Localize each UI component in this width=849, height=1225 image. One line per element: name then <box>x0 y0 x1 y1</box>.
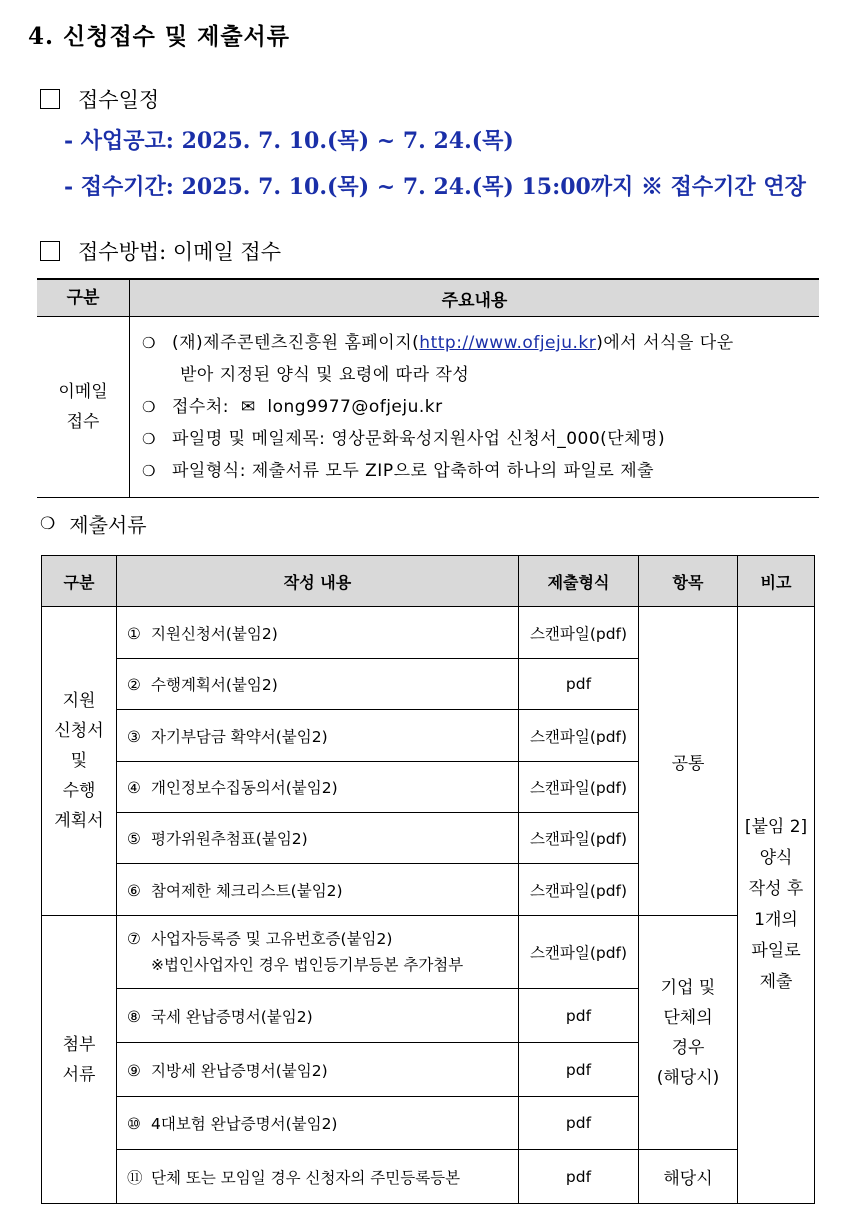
documents-table <box>41 555 815 1204</box>
doc-group-attachments <box>42 916 117 1204</box>
documents-heading <box>40 509 147 538</box>
method-text: )에서 서식을 다운 <box>596 333 734 353</box>
group-line: 수행 <box>62 781 96 801</box>
group-line: 서류 <box>62 1064 96 1085</box>
method-line <box>142 423 807 455</box>
method-line: 받아 지정된 양식 및 요령에 따라 작성 <box>180 365 470 385</box>
doc-text: 4대보험 완납증명서(붙임2) <box>151 1115 338 1133</box>
note-line: 제출 <box>759 972 793 992</box>
doc-format: 스캔파일(pdf) <box>519 916 639 989</box>
doc-num: ⑪ <box>127 1168 143 1187</box>
group-line: 지원 <box>62 691 96 711</box>
doc-format: 스캔파일(pdf) <box>519 864 639 916</box>
method-line <box>142 327 807 359</box>
doc-text: 자기부담금 확약서(붙임2) <box>151 727 328 746</box>
doc-format: pdf <box>519 659 639 710</box>
doc-text: 평가위원추첨표(붙임2) <box>151 830 308 848</box>
circle-bullet-icon: ❍ <box>142 430 156 448</box>
section-title: 4. 신청접수 및 제출서류 <box>28 23 290 50</box>
doc-subtext: ※법인사업자인 경우 법인등기부등본 추가첨부 <box>151 956 464 974</box>
method-line <box>142 455 807 487</box>
group-line: 및 <box>70 751 88 771</box>
category-line: 단체의 <box>663 1007 713 1028</box>
method-category-line: 접수 <box>66 412 100 432</box>
schedule-period: - 접수기간: 2025. 7. 10.(목) ~ 7. 24.(목) 15:00까지 ※ 접수기간 연장 <box>64 174 806 200</box>
doc-num: ⑤ <box>127 830 141 848</box>
doc-text: 단체 또는 모임일 경우 신청자의 주민등록등본 <box>151 1168 461 1187</box>
category-line: 기업 및 <box>660 977 716 998</box>
doc-format: 스캔파일(pdf) <box>519 762 639 813</box>
envelope-icon: ✉ <box>240 397 256 417</box>
doc-format: 스캔파일(pdf) <box>519 607 639 659</box>
method-header-category: 구분 <box>37 279 130 317</box>
homepage-link[interactable]: http://www.ofjeju.kr <box>419 333 597 353</box>
group-line: 계획서 <box>54 811 104 831</box>
doc-format: 스캔파일(pdf) <box>519 710 639 762</box>
doc-item <box>117 916 519 989</box>
note-line: 양식 <box>759 848 793 868</box>
doc-item <box>117 989 519 1043</box>
doc-format: pdf <box>519 1150 639 1204</box>
group-line: 신청서 <box>54 721 104 741</box>
doc-header: 비고 <box>738 556 815 607</box>
method-text: 파일형식: 제출서류 모두 ZIP으로 압축하여 하나의 파일로 제출 <box>172 461 655 481</box>
doc-num: ④ <box>127 779 141 797</box>
doc-num: ⑦ <box>127 930 141 948</box>
doc-header: 구분 <box>42 556 117 607</box>
doc-format: pdf <box>519 1097 639 1150</box>
doc-item <box>117 813 519 864</box>
method-category <box>37 317 130 498</box>
note-line: 파일로 <box>751 941 801 961</box>
doc-text: 국세 완납증명서(붙임2) <box>151 1007 313 1026</box>
doc-num: ① <box>127 624 141 643</box>
method-table <box>37 278 819 498</box>
method-header-content: 주요내용 <box>130 279 820 317</box>
doc-header: 작성 내용 <box>117 556 519 607</box>
doc-num: ⑧ <box>127 1007 141 1026</box>
category-line: (해당시) <box>656 1067 720 1088</box>
doc-text: 지원신청서(붙임2) <box>151 624 278 643</box>
doc-note <box>738 607 815 1204</box>
method-category-line: 이메일 <box>58 382 108 402</box>
circle-bullet-icon: ❍ <box>142 334 156 352</box>
method-text: 파일명 및 메일제목: 영상문화육성지원사업 신청서_000(단체명) <box>172 429 666 449</box>
doc-format: pdf <box>519 1043 639 1097</box>
checkbox-icon <box>40 89 60 109</box>
method-label: 접수방법: 이메일 접수 <box>78 240 281 264</box>
doc-header: 항목 <box>639 556 738 607</box>
checkbox-icon <box>40 241 60 261</box>
doc-num: ⑩ <box>127 1115 141 1133</box>
email-address[interactable]: long9977@ofjeju.kr <box>267 397 443 417</box>
doc-num: ⑨ <box>127 1061 141 1080</box>
method-text: 접수처: <box>172 397 229 417</box>
doc-item <box>117 762 519 813</box>
doc-category-company <box>639 916 738 1150</box>
circle-bullet-icon: ❍ <box>142 462 156 480</box>
category-line: 경우 <box>671 1037 705 1058</box>
method-heading <box>40 236 281 266</box>
doc-text: 수행계획서(붙임2) <box>151 676 278 694</box>
doc-format: pdf <box>519 989 639 1043</box>
doc-group-application <box>42 607 117 916</box>
doc-item <box>117 710 519 762</box>
doc-num: ⑥ <box>127 881 141 900</box>
doc-text: 사업자등록증 및 고유번호증(붙임2) <box>151 930 393 948</box>
schedule-label: 접수일정 <box>78 88 160 112</box>
doc-num: ③ <box>127 727 141 746</box>
doc-item <box>117 1043 519 1097</box>
method-text: (재)제주콘텐츠진흥원 홈페이지( <box>172 333 420 353</box>
doc-item <box>117 1150 519 1204</box>
schedule-heading <box>40 84 159 114</box>
doc-text: 개인정보수집동의서(붙임2) <box>151 779 338 797</box>
circle-bullet-icon: ❍ <box>142 398 156 416</box>
doc-text: 지방세 완납증명서(붙임2) <box>151 1061 328 1080</box>
note-line: [붙임 2] <box>744 817 808 837</box>
documents-label: 제출서류 <box>69 513 147 537</box>
doc-category-applicable: 해당시 <box>639 1150 738 1204</box>
doc-format: 스캔파일(pdf) <box>519 813 639 864</box>
doc-text: 참여제한 체크리스트(붙임2) <box>151 881 343 900</box>
method-content <box>130 317 820 498</box>
doc-item <box>117 607 519 659</box>
doc-item <box>117 1097 519 1150</box>
doc-header: 제출형식 <box>519 556 639 607</box>
note-line: 작성 후 <box>748 879 804 899</box>
schedule-announce: - 사업공고: 2025. 7. 10.(목) ~ 7. 24.(목) <box>64 128 514 154</box>
circle-bullet-icon: ❍ <box>40 513 56 534</box>
doc-category-common: 공통 <box>639 607 738 916</box>
doc-item <box>117 864 519 916</box>
method-line <box>142 391 807 423</box>
group-line: 첨부 <box>62 1034 96 1055</box>
note-line: 1개의 <box>754 910 798 930</box>
doc-item <box>117 659 519 710</box>
doc-num: ② <box>127 676 141 694</box>
